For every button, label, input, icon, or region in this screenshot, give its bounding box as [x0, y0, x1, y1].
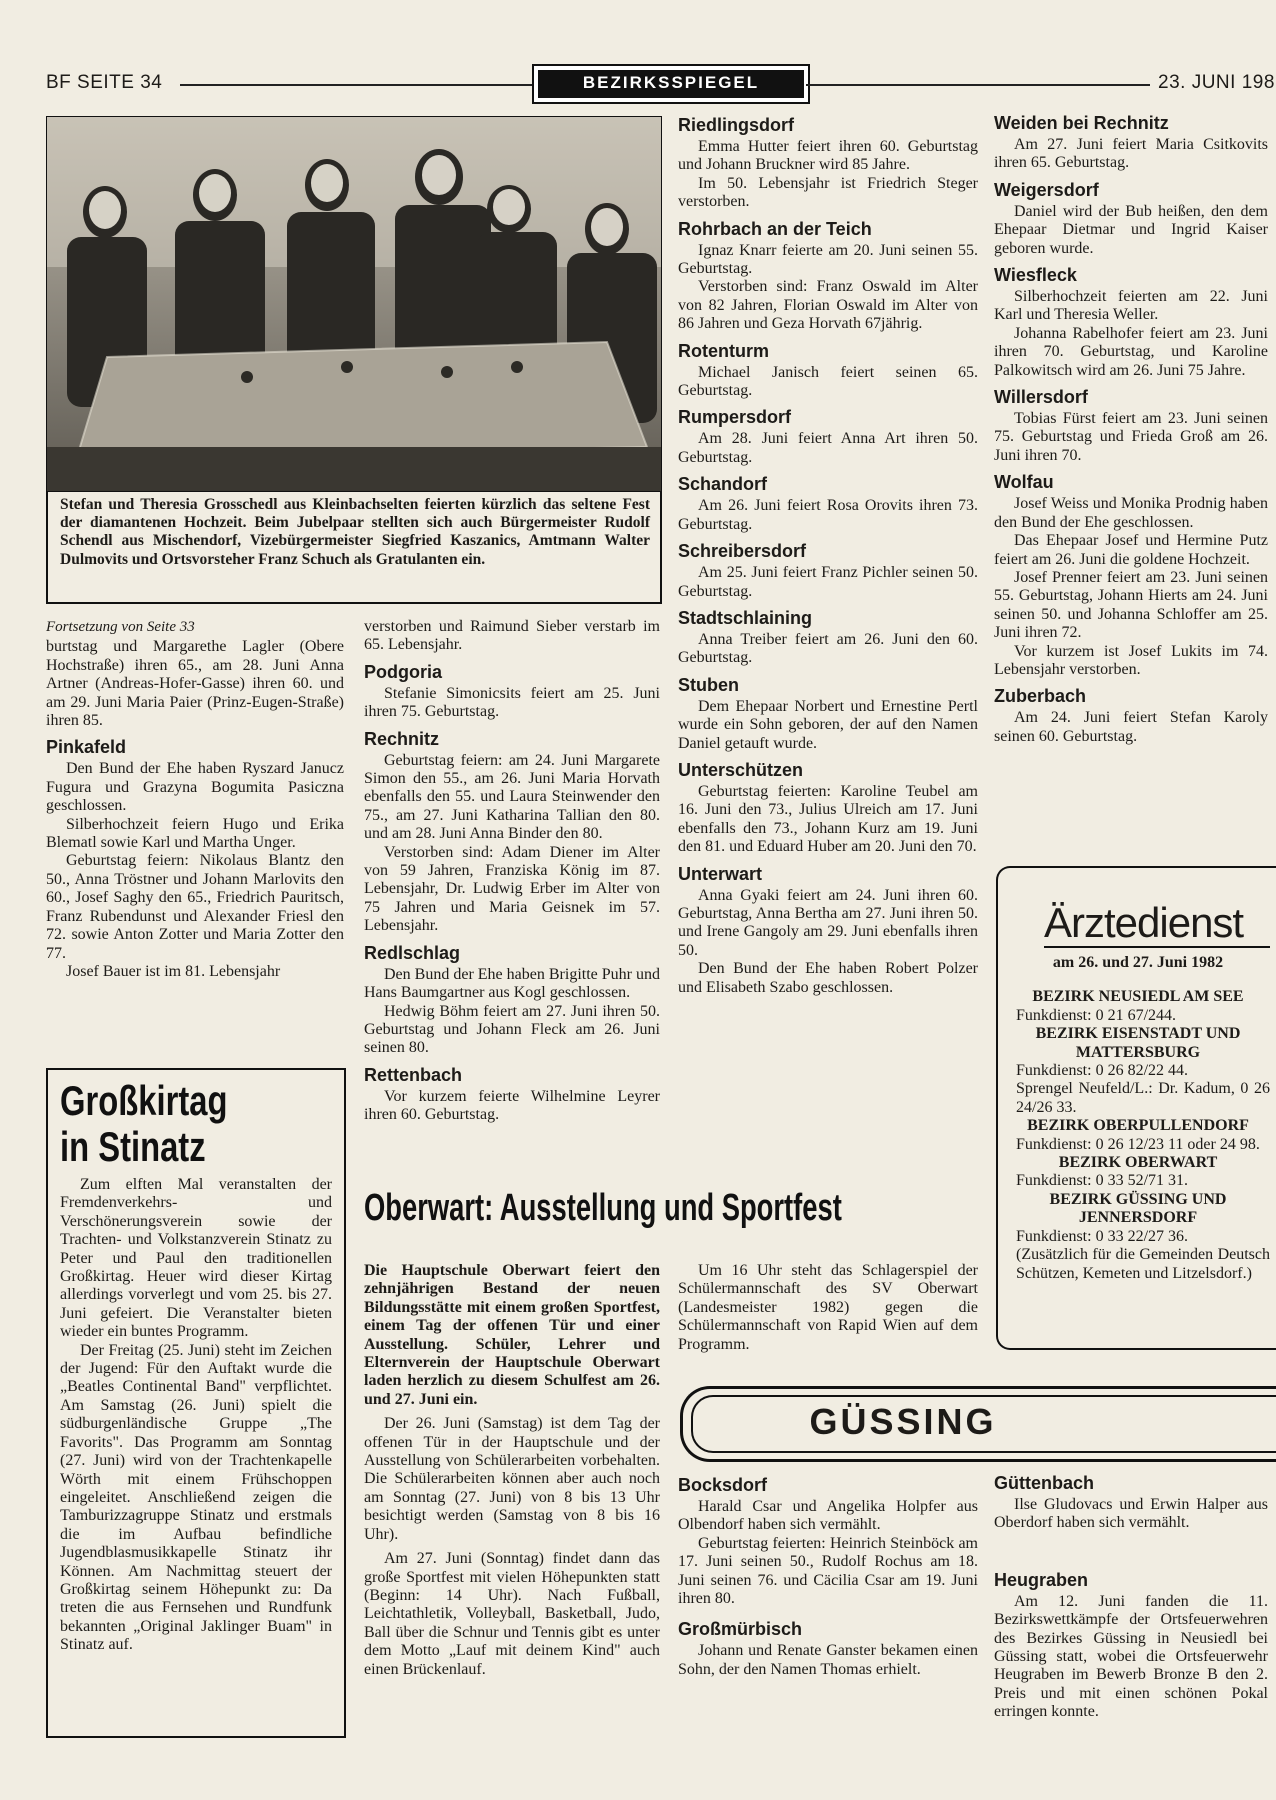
place-heading: Stuben: [678, 674, 739, 695]
column-2: [364, 618, 660, 1125]
article-text: Vor kurzem ist Josef Lukits im 74. Lebensjahr verstorben.: [994, 642, 1268, 678]
article-text: Josef Prenner feiert am 23. Juni seinen 55. Geburtstag, Johann Hierts am 24. Juni seinen 50. und Johanna Schloffer am 25. Juni ihren 72.: [994, 568, 1268, 642]
header-rule-left: [180, 84, 532, 86]
guessing-banner-label: GÜSSING: [809, 1401, 997, 1442]
article-text: Am 26. Juni feiert Rosa Orovits ihren 73. Geburtstag.: [678, 497, 978, 533]
article-text: Den Bund der Ehe haben Brigitte Puhr und Hans Baumgartner aus Kogl geschlossen.: [364, 965, 660, 1002]
place-heading: Stadtschlaining: [678, 607, 813, 628]
article-text: Am 28. Juni feiert Anna Art ihren 50. Geburtstag.: [678, 430, 978, 466]
district-name: BEZIRK NEUSIEDL AM SEE: [1032, 988, 1244, 1006]
article-text: Johanna Rabelhofer feiert am 23. Juni ihren 70. Geburtstag, und Karoline Palkowitsch wird am 26. Juni 75 Jahre.: [994, 324, 1268, 379]
place-heading: Pinkafeld: [46, 737, 127, 758]
column-4: [994, 112, 1268, 746]
article-text: Hedwig Böhm feiert am 27. Juni ihren 50. Geburtstag und Johann Fleck am 26. Juni seinen 80.: [364, 1002, 660, 1057]
article-text: Emma Hutter feiert ihren 60. Geburtstag und Johann Bruckner wird 85 Jahre.: [678, 138, 978, 174]
aerztedienst-title: Ärztedienst: [1044, 900, 1270, 948]
article-text: Verstorben sind: Franz Oswald im Alter von 82 Jahren, Florian Oswald im Alter von 86 Jahren und Geza Horvath 67jährig.: [678, 278, 978, 333]
article-text: Silberhochzeit feiern Hugo und Erika Blematl sowie Karl und Martha Unger.: [46, 815, 344, 852]
place-heading: Heugraben: [994, 1569, 1089, 1590]
district-name: BEZIRK OBERPULLENDORF: [1027, 1117, 1249, 1135]
district-phone: Funkdienst: 0 21 67/244.: [1016, 1006, 1177, 1024]
article-text: Ignaz Knarr feierte am 20. Juni seinen 55. Geburtstag.: [678, 241, 978, 278]
article-text: Geburtstag feierten: Heinrich Steinböck am 17. Juni seinen 50., Rudolf Rochus am 18. Juni seinen 76. und Cäcilia Csar am 19. Juni ihren 80.: [678, 1534, 978, 1608]
article-text: verstorben und Raimund Sieber verstarb im 65. Lebensjahr.: [364, 618, 660, 654]
column-1: [46, 618, 344, 981]
place-heading: Wolfau: [994, 472, 1054, 493]
section-banner: [532, 64, 810, 104]
district-extra: Sprengel Neufeld/L.: Dr. Kadum, 0 26 24/26 33.: [1016, 1080, 1270, 1116]
district-phone: Funkdienst: 0 26 82/22 44.: [1016, 1062, 1189, 1080]
column-3: [678, 114, 978, 997]
photo-illustration: [47, 117, 661, 491]
section-banner-label: BEZIRKSSPIEGEL: [538, 70, 804, 98]
article-text: Um 16 Uhr steht das Schlagerspiel der Schülermannschaft des SV Oberwart (Landesmeister 1982) gegen die Schülermannschaft von Rapid Wien auf dem Programm.: [678, 1262, 978, 1353]
place-heading: Unterwart: [678, 863, 763, 884]
place-heading: Rohrbach an der Teich: [678, 218, 872, 239]
aerztedienst: [1006, 900, 1270, 1283]
article-text: Im 50. Lebensjahr ist Friedrich Steger verstorben.: [678, 174, 978, 211]
news-photo: [46, 116, 662, 492]
continued-note: Fortsetzung von Seite 33: [46, 619, 195, 635]
article-text: Am 12. Juni fanden die 11. Bezirkswettkämpfe der Ortsfeuerwehren des Bezirkes Güssing in Neusiedl bei Güssing statt, wobei die Ortsfeuerwehr Heugraben im Bewerb Bronze B den 2. Preis und mit einen schönen Pokal erringen konnte.: [994, 1592, 1268, 1721]
district-phone: Funkdienst: 0 26 12/23 11 oder 24 98.: [1016, 1135, 1260, 1153]
place-heading: Rotenturm: [678, 340, 769, 361]
article-text: Den Bund der Ehe haben Ryszard Janucz Fugura und Grazyna Bogumita Pasiczna geschlossen.: [46, 760, 344, 815]
place-heading: Weigersdorf: [994, 179, 1099, 200]
place-heading: Podgoria: [364, 661, 443, 682]
place-heading: Weiden bei Rechnitz: [994, 113, 1169, 133]
article-text: Am 27. Juni (Sonntag) findet dann das große Sportfest mit vielen Höhepunkten statt (Beginn: 14 Uhr). Nach Fußball, Leichtathletik, Volleyball, Basketball, Judo, Ball über die Schnur und Tennis gibt es unter dem Motto „Lauf mit deinem Kind" auch einen Brückenlauf.: [364, 1550, 660, 1678]
article-text: Geburtstag feiern: Nikolaus Blantz den 50., Anna Tröstner und Johann Marlovits den 60., Josef Saghy den 65., Friedrich Pauritsch, Franz Rubendunst und Alexander Friesl den 72. sowie Anton Zotter und Maria Zotter den 77.: [46, 852, 344, 962]
article-text: burtstag und Margarethe Lagler (Obere Hochstraße) ihren 65., am 28. Juni Anna Artner (Andreas-Hofer-Gasse) ihren 60. und am 29. Juni Maria Paier (Prinz-Eugen-Straße) ihren 85.: [46, 638, 344, 730]
article-text: Josef Weiss und Monika Prodnig haben den Bund der Ehe geschlossen.: [994, 495, 1268, 531]
article-text: Harald Csar und Angelika Holpfer aus Olbendorf haben sich vermählt.: [678, 1498, 978, 1534]
grosskirtag-article: [60, 1078, 332, 1655]
place-heading: Wiesfleck: [994, 265, 1077, 286]
district-name: BEZIRK EISENSTADT UND MATTERSBURG: [1035, 1025, 1241, 1061]
district-name: BEZIRK GÜSSING UND JENNERSDORF: [1049, 1190, 1227, 1227]
district-phone: Funkdienst: 0 33 52/71 31.: [1016, 1172, 1189, 1190]
grosskirtag-headline: Großkirtag in Stinatz: [60, 1077, 228, 1170]
article-text: Silberhochzeit feierten am 22. Juni Karl und Theresia Weller.: [994, 288, 1268, 324]
article-text: Den Bund der Ehe haben Robert Polzer und Elisabeth Szabo geschlossen.: [678, 960, 978, 996]
place-heading: Schreibersdorf: [678, 541, 807, 562]
place-heading: Rechnitz: [364, 728, 440, 749]
place-heading: Großmürbisch: [678, 1619, 803, 1640]
article-text: Dem Ehepaar Norbert und Ernestine Pertl wurde ein Sohn geboren, der auf den Namen Daniel getauft wurde.: [678, 697, 978, 752]
place-heading: Riedlingsdorf: [678, 115, 794, 135]
article-lead: Die Hauptschule Oberwart feiert den zehnjährigen Bestand der neuen Bildungsstätte mit einem großen Sportfest, einem Tag der offenen Tür und einer Ausstellung. Schüler, Lehrer und Elternverein der Hauptschule Oberwart laden herzlich zu diesem Schulfest am 26. und 27. Juni ein.: [364, 1262, 660, 1408]
place-heading: Zuberbach: [994, 686, 1087, 707]
photo-caption: Stefan und Theresia Grosschedl aus Kleinbachselten feierten kürzlich das seltene Fest der diamantenen Hochzeit. Beim Jubelpaar stellten sich auch Bürgermeister Rudolf Schendl aus Mischendorf, Vizebürgermeister Siegfried Kaszanics, Amtmann Walter Dulmovits und Ortsvorsteher Franz Schuch als Gratulanten ein.: [60, 496, 650, 568]
article-text: Geburtstag feierten: Karoline Teubel am 16. Juni den 73., Julius Ulreich am 17. Juni ebenfalls den 73., Johann Kurz am 19. Juni den 81. und Eduard Huber am 20. Juni den 70.: [678, 782, 978, 856]
oberwart-col-b: [678, 1262, 978, 1354]
article-text: Zum elften Mal veranstalten der Fremdenverkehrs- und Verschönerungsverein sowie der Trachten- und Volkstanzverein Stinatz zu Peter und Paul den traditionellen Großkirtag. Heuer wird dieser Kirtag allerdings vorverlegt und vom 25. bis 27. Juni gefeiert. Die Veranstalter bieten wieder ein buntes Programm.: [60, 1176, 332, 1341]
article-text: Anna Treiber feiert am 26. Juni den 60. Geburtstag.: [678, 630, 978, 667]
page-date: 23. JUNI 198: [1158, 72, 1275, 93]
district-phone: Funkdienst: 0 33 22/27 36.: [1016, 1227, 1189, 1245]
place-heading: Bocksdorf: [678, 1475, 768, 1495]
article-text: Ilse Gludovacs und Erwin Halper aus Oberdorf haben sich vermählt.: [994, 1496, 1268, 1532]
place-heading: Schandorf: [678, 474, 768, 495]
place-heading: Unterschützen: [678, 759, 804, 780]
oberwart-col-a: [364, 1262, 660, 1679]
article-text: Verstorben sind: Adam Diener im Alter von 59 Jahren, Franziska König im 87. Lebensjahr, Dr. Ludwig Erber im Alter von 75 Jahren und Maria Geisnek im 57. Lebensjahr.: [364, 843, 660, 935]
place-heading: Rumpersdorf: [678, 407, 792, 428]
article-text: Anna Gyaki feiert am 24. Juni ihren 60. Geburtstag, Anna Bertha am 27. Juni ihren 50. und Irene Gangoly am 29. Juni ebenfalls ihren 50.: [678, 886, 978, 959]
article-text: Am 27. Juni feiert Maria Csitkovits ihren 65. Geburtstag.: [994, 136, 1268, 172]
district-name: BEZIRK OBERWART: [1058, 1154, 1218, 1172]
article-text: Das Ehepaar Josef und Hermine Putz feiert am 26. Juni die goldene Hochzeit.: [994, 532, 1268, 568]
article-text: Tobias Fürst feiert am 23. Juni seinen 75. Geburtstag und Frieda Groß am 26. Juni ihren 70.: [994, 410, 1268, 464]
page-number: BF SEITE 34: [46, 72, 163, 93]
place-heading: Redlschlag: [364, 942, 461, 963]
header-rule-right: [806, 84, 1150, 86]
guessing-col-a: [678, 1474, 978, 1679]
article-text: Der Freitag (25. Juni) steht im Zeichen der Jugend: Für den Auftakt wurde die „Beatles Continental Band" verpflichtet. Am Samstag (26. Juni) spielt die südburgenländische Gruppe „The Favorits". Das Programm am Sonntag (27. Juni) wird von der Trachtenkapelle Wörth mit einem Frühschoppen eingeleitet. Anschließend zeigen die Tamburizzagruppe Stinatz und erstmals die im Aufbau befindliche Jugendblasmusikkapelle Stinatz ihr Können. Am Nachmittag steuert der Großkirtag seinem Höhepunkt zu: Da treten die aus Fernsehen und Rundfunk bekannten „Original Jaklinger Buam" in Stinatz auf.: [60, 1341, 332, 1654]
oberwart-headline: Oberwart: Ausstellung und Sportfest: [364, 1187, 842, 1229]
place-heading: Willersdorf: [994, 387, 1088, 408]
article-text: Am 24. Juni feiert Stefan Karoly seinen 60. Geburtstag.: [994, 709, 1268, 745]
district-extra: (Zusätzlich für die Gemeinden Deutsch Schützen, Kemeten und Litzelsdorf.): [1016, 1246, 1270, 1282]
article-text: Der 26. Juni (Samstag) ist dem Tag der offenen Tür in der Hauptschule und der Ausstellung von Schülerarbeiten vorbehalten. Die Schülerarbeiten können aber auch noch am Sonntag (27. Juni) von 8 bis 13 Uhr besichtigt werden (Samstag von 8 bis 16 Uhr).: [364, 1415, 660, 1543]
article-text: Am 25. Juni feiert Franz Pichler seinen 50. Geburtstag.: [678, 564, 978, 600]
article-text: Vor kurzem feierte Wilhelmine Leyrer ihren 60. Geburtstag.: [364, 1087, 660, 1124]
article-text: Michael Janisch feiert seinen 65. Geburtstag.: [678, 363, 978, 400]
guessing-banner: [680, 1386, 1276, 1462]
article-text: Daniel wird der Bub heißen, den dem Ehepaar Dietmar und Ingrid Kaiser geboren wurde.: [994, 202, 1268, 257]
article-text: Josef Bauer ist im 81. Lebensjahr: [66, 962, 281, 980]
place-heading: Güttenbach: [994, 1473, 1095, 1493]
aerztedienst-dates: am 26. und 27. Juni 1982: [1052, 954, 1224, 971]
article-text: Geburtstag feiern: am 24. Juni Margarete Simon den 55., am 26. Juni Maria Horvath ebenfalls den 55. und Laura Steinwender den 75., am 27. Juni Katharina Tallian den 80. und am 28. Juni Anna Binder den 80.: [364, 751, 660, 843]
article-text: Johann und Renate Ganster bekamen einen Sohn, der den Namen Thomas erhielt.: [678, 1642, 978, 1678]
place-heading: Rettenbach: [364, 1064, 463, 1085]
article-text: Stefanie Simonicsits feiert am 25. Juni ihren 75. Geburtstag.: [364, 684, 660, 721]
guessing-col-b: [994, 1472, 1268, 1722]
